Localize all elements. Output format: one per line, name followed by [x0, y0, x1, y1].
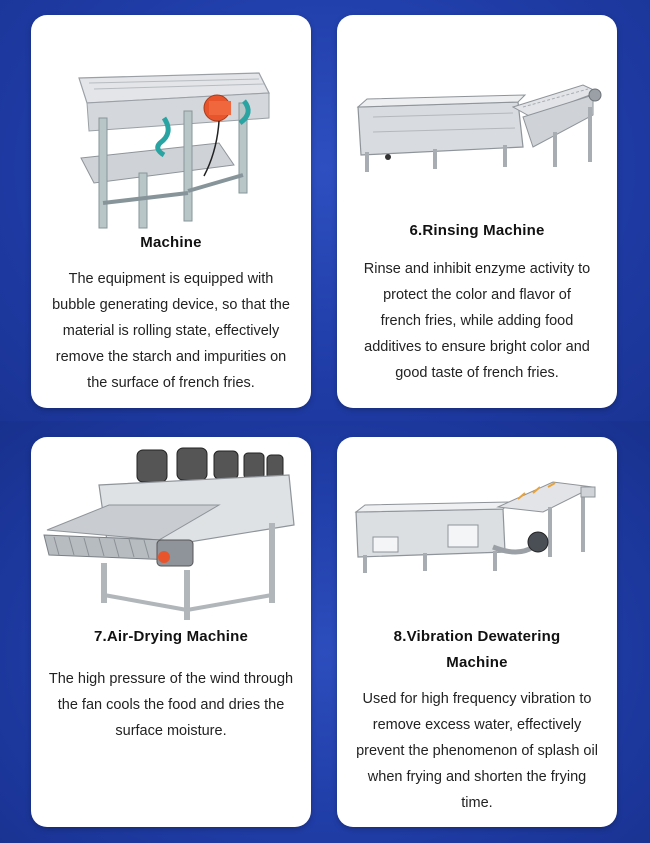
card-title: 7.Air-Drying Machine — [93, 628, 249, 645]
card-title: Machine — [140, 234, 202, 251]
card-description: Rinse and inhibit enzyme activity to protect the color and flavor of french fries, while adding food additives to ensure bright color and good taste of french fries. — [363, 261, 591, 381]
card-description: The equipment is equipped with bubble generating device, so that the material is rolling state, effectively remove the starch and impurities on the surface of french fries. — [52, 271, 290, 391]
card-vibration-dewatering-machine — [337, 437, 617, 827]
bubble-washing-machine-image — [69, 63, 279, 233]
card-description: Used for high frequency vibration to remove excess water, effectively prevent the phenomenon of splash oil when frying and shorten the frying time. — [356, 691, 598, 811]
card-rinsing-machine — [337, 15, 617, 408]
card-bubble-washing-machine — [31, 15, 311, 408]
rinsing-machine-image — [353, 77, 611, 177]
card-title: 6.Rinsing Machine — [409, 222, 545, 239]
vibration-dewatering-machine-image — [353, 477, 603, 577]
card-description: The high pressure of the wind through the fan cools the food and dries the surface moisture. — [48, 671, 294, 739]
air-drying-machine-image — [39, 445, 309, 625]
card-air-drying-machine — [31, 437, 311, 827]
card-title: 8.Vibration Dewatering Machine — [393, 628, 561, 671]
